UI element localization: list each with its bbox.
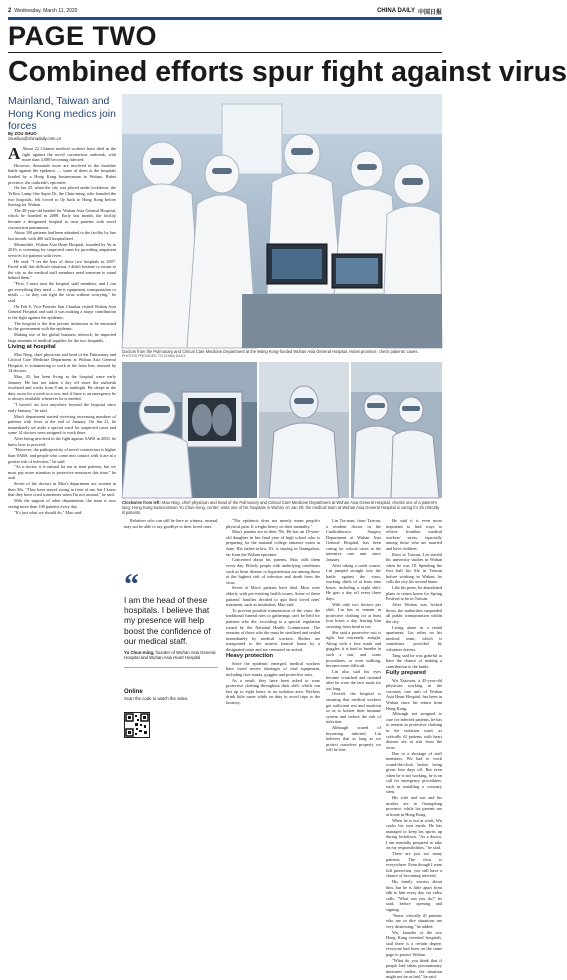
article-paragraph: He said it is even more important to find ways to relieve frontline medical workers' stress, especially among those who are married and have children. (386, 518, 442, 551)
article-column-2b (124, 518, 218, 573)
article-paragraph: "As a doctor, it is natural for me to treat patients, but we must pay more attention to protective measures this time," he said. (8, 464, 116, 481)
secondary-photos-caption (122, 500, 442, 515)
subhead: Heavy protection (226, 653, 274, 660)
pull-quote-name: Yu Chun-ming, (124, 650, 155, 656)
article-paragraph: Concerned about his parents, Mao calls them every day. Elderly people with underlying conditions such as heart disease or hypertension are among those at the highest risk of infection and death from the virus. (226, 557, 320, 585)
masthead-chinese: 中国日报 (417, 9, 442, 16)
subhead: Living at hospital (8, 344, 56, 351)
article-paragraph: However, thousands more are involved in the frontline battle against the epidemic — some of them at the hospitals funded by a Hong Kong businessman in Wuhan, Hubei province, the outbreak's epicenter. (8, 162, 116, 185)
article-paragraph: "It's just what we should do," Mao said. (14, 509, 83, 515)
article-column-1 (8, 146, 116, 740)
pull-quote-divider (124, 667, 218, 668)
businessman-illustration (259, 362, 349, 498)
article-paragraph: After Wuhan was locked down, the authorities suspended all public transportation within the city. (386, 602, 442, 624)
article-paragraph: Since the epidemic emerged, medical workers have faced severe shortages of vital equipment, including face masks, goggles and protective suits. (226, 660, 320, 677)
pull-quote-attribution (124, 650, 218, 661)
page-number: 2 (8, 8, 12, 14)
online-box (124, 689, 194, 701)
main-photo-credit: PHOTOS PROVIDED TO CHINA DAILY (122, 354, 186, 358)
article-paragraph: "First, I must trust the hospital staff members, and I can get everything they need — be it equipment, transportation or meals — so they can fight the virus without worrying," he said. (8, 281, 116, 303)
photo-businessman (259, 362, 349, 498)
online-label: Online (124, 689, 143, 695)
article-paragraph: Lin also said his eyes became scratched and irritated after he wore the face mask for too long. (326, 668, 381, 691)
article-paragraph: Born in Taiwan, Lin started his university studies in Wuhan when he was 18. Spending the first half his life in Taiwan before working in Wuhan, he calls the city his second home. (386, 551, 442, 585)
article-paragraph: Like his peers, he abandoned plans to return home for Spring Festival to be in Taiwan. (386, 585, 442, 602)
medical-team-illustration (351, 362, 442, 498)
article-column-3a (226, 518, 320, 740)
main-photo-caption-text: Doctors from the Pulmonary and Critical Care Medicine Department at the Wang Kong-funded Wuhan Asia General Hospital, Hubei province, check patients' cases. (122, 349, 419, 354)
article-paragraph: Mao's department started receiving increasing numbers of patients with fever at the end of January. On Jan 21, he immediately set aside a special ward for suspected cases and some 14 doctors were assigned to work there. (8, 413, 116, 436)
article-paragraph: After taking a crash course, Lin jumped straight into the battle against the virus, working shifts of at least nine hours, including a night shift. He gets a day off every three days. (326, 562, 381, 601)
doctors-photo-illustration (122, 94, 442, 348)
article-lead: About 22 Chinese medical workers have died in the fight against the novel coronavirus outbreak, with more than 3,000 becoming infected. (22, 146, 116, 163)
article-paragraph: Making use of his global business network, he imported large amounts of medical supplies for the two hospitals. (8, 332, 116, 343)
article-paragraph: Mao Ning, chief physician and head of the Pulmonary and Critical Care Medicine Department at Wuhan Asia General Hospital, is volunteering to work at the front line, assisted by 14 doctors. (8, 351, 116, 374)
photo-doctor-xray (122, 362, 257, 498)
headline: Combined efforts spur fight against virus (8, 56, 567, 88)
article-paragraph (8, 146, 116, 163)
article-paragraph: After being involved in the fight against SARS in 2003, he knew how to proceed. (8, 436, 116, 447)
page-header-left (8, 8, 77, 14)
article-paragraph: She said a protective suit is tight, but extremely airtight. Along with a face mask and goggles, it is hard to breathe in such a suit, and some procedures, or even walking, become more difficult. (326, 629, 381, 669)
section-rule (8, 17, 442, 20)
article-paragraph: "I haven't set foot anywhere beyond the hospital since early January," he said. (8, 402, 116, 413)
article-paragraph: Overall, the hospital is ensuring that medical workers get sufficient rest and nutrition so as to bolster their immune system and reduce the risk of infection. (326, 691, 381, 725)
article-paragraph: "What do you think that if people had taken precautionary measures earlier, the situation might not be as bad," he said. (386, 957, 442, 980)
article-paragraph: With only two doctors per shift, Lin has to remain in protective clothing for at least four hours a day, leaving him sweating from head to toe. (326, 601, 381, 629)
article-paragraph: Mao, 45, has been living at the hospital since early January. He has not taken a day off since the outbreak escalated and works from 8 am to midnight. He sleeps in the duty room for a week in a row, and if there is an emergency he is always available whenever he is needed. (8, 374, 116, 402)
article-paragraph: On Jan 25, when the city was placed under lockdown, the Yellow Lamp One Super Dr, the Chun-ming, who founded the two hospitals, felt forced to fly back to Hong Kong before leaving for Wuhan. (8, 185, 116, 208)
article-paragraph: "Some critically ill patients who are in dire situations are very distressing," he added. (386, 912, 442, 929)
article-paragraph: With the support of other departments, the team is now seeing more than 100 patients every day. (8, 498, 116, 509)
qr-code[interactable] (124, 712, 150, 738)
article-paragraph: On Feb 8, Vice-Premier Sun Chunlan visited Wuhan Asia General Hospital and said it was making a major contribution to the fight against the epidemic. (8, 303, 116, 320)
article-paragraph: About 100 patients had been admitted to the facility by late last month, with 400 still hospitalized. (8, 230, 116, 241)
article-paragraph: His family worries about him, but he is little apart from talk to him every day via video calls. "What can you do?" he said, before opening and signing. (386, 879, 442, 912)
masthead-title: CHINA DAILY (377, 8, 415, 14)
article-paragraph: Relatives who can still be here to witness, instead, may not be able to say goodbye to their loved ones. (124, 518, 218, 529)
article-paragraph: His wife and son and his mother are in Guangdong province, while his parents are at home in Hong Kong. (386, 795, 442, 817)
article-paragraph: There are just too many patients. The virus is everywhere. Even though I wear full protection, you still have a chance of becoming infected. (386, 851, 442, 879)
pull-quote-title: founder of Wuhan Asia General Hospital and Wuhan Asia Heart Hospital (124, 650, 216, 661)
subhead: Fully prepared (386, 670, 426, 677)
article-paragraph: Wu, founder of the two Hong Kong invested hospitals, said there is a certain degree, everyone had been on the same page to protect Wuhan. (386, 929, 442, 957)
article-column-6 (386, 518, 442, 980)
article-paragraph: He said: "I set the bars of these two hospitals in 2007. Faced with this difficult situation, I didn't hesitate to return to the city as the medical staff members need someone to stand behind them." (8, 258, 116, 281)
article-paragraph: The hospital is the first private institution to be entrusted by the government with the epidemic. (8, 320, 116, 332)
article-paragraph: Although scared of becoming infected, Lin believes that as long as we protect ourselves properly we will be fine. (326, 725, 381, 753)
article-paragraph: Seven of the doctors in Mao's department are women in their 30s. "They have stayed strong in front of me, but I know that they have cried sometimes when I'm not around," he said. (8, 481, 116, 498)
article-paragraph: Tang said he was grateful to have the chance of making a contribution to the battle. (386, 652, 442, 669)
deck: Mainland, Taiwan and Hong Kong medics join forces (8, 95, 116, 132)
article-paragraph: To prevent possible transmission of the virus, the traditional funeral rites or gatherings can't be held for patients who die, according to a special regulation issued by the National Health Commission. The remains of those who die must be sterilized and sealed immediately by medical workers. Bodies are transported to the nearest funeral home by a designated route and are cremated on arrival. (226, 607, 320, 652)
article-paragraph: Meanwhile, Wuhan Asia Heart Hospital, founded by Yu in 2016, is screening for suspected cases by providing outpatient services for patients with fever. (8, 241, 116, 258)
doctor-xray-illustration (122, 362, 257, 498)
article-paragraph: Although not assigned to care for infected patients, he has to remain in protective clothing in the isolation ward, as critically ill patients with heart disease are at risk from the virus. (386, 711, 442, 750)
main-photo (122, 94, 442, 348)
secondary-caption-lead: Clockwise from left: (122, 500, 161, 505)
article-paragraph: The 40-year-old headed for Wuhan Asia General Hospital, which he founded in 2008. Early last month, the facility became a designated hospital to treat patients with novel coronavirus pneumonia. (8, 207, 116, 230)
photo-medical-team (351, 362, 442, 498)
article-paragraph: "However, the pathogenicity of novel coronavirus is higher than SARS, and people who come into contact with it are at a greater risk of infection," he said. (8, 447, 116, 464)
article-paragraph: "The epidemic does not merely mean people's physical pain. It weighs heavy on their mentality." (226, 518, 320, 529)
byline-name: By ZOU SHUO (8, 131, 37, 136)
article-paragraph: Wu Xiaowen, a 45-year-old physician working in the coronary care unit of Wuhan Asia Heart Hospital, has been in Wuhan since his return from Hong Kong. (386, 677, 442, 711)
article-paragraph: Mao's parents are in their 70s. He has an 18-year-old daughter in her final year of high school who is preparing for the national college entrance exam in June. His father-in-law, 81, is staying in Guangzhou, far from the Wuhan epicenter. (226, 529, 320, 557)
article-paragraph: When he is not at work, Wu cooks his own meals. He has managed to keep his spirits up during lockdown. "As a doctor, I am mentally prepared to take on my responsibilities," he said. (386, 817, 442, 851)
byline (8, 131, 61, 141)
page-header (8, 6, 442, 16)
article-paragraph: Due to a shortage of staff members, Wu had to work round-the-clock before being given four days off. But even when he is not working, he is on call for emergency procedures, such as installing a coronary stent. (386, 750, 442, 795)
pull-quote-text: I am the head of these hospitals. I believe that my presence will help boost the confidence of our medical staff. (124, 595, 211, 646)
article-paragraph: Lin Tsz-man, from Taiwan, a resident doctor in the Cardiothoracic Surgery Department at Wuhan Asia General Hospital, has been caring for critical cases in the intensive care unit since January. (326, 518, 381, 562)
secondary-caption-text: Mao Ning, chief physician and head of the Pulmonary and Critical Care Medicine Department at Wuhan Asia General Hospital, checks one of a patient's lung; Hong Kong businessman Yu Chun-ming, center, visits one of his hospitals in Wuhan on Jan 25; the medical team at Wuhan Asia General Hospital is caring for 25 critically ill patients. (122, 500, 440, 515)
online-description: Scan the code to watch the video. (124, 696, 189, 701)
article-column-5 (326, 518, 381, 753)
section-title: PAGE TWO (8, 21, 157, 51)
drop-cap: A (8, 144, 21, 163)
article-paragraph: Living alone in a rental apartment, Lin relies on his medical team, which is sometimes provided by volunteer drivers. (386, 624, 442, 652)
article-paragraph: As a result, they have been asked to wear protective clothing throughout their shift, which can last up to eight hours in an isolation area. Workers drink little water while on duty to avoid trips to the lavatory. (226, 677, 320, 705)
main-photo-caption (122, 349, 442, 359)
quote-mark-icon: “ (124, 568, 139, 601)
byline-email: zoushuo@chinadaily.com.cn (8, 136, 62, 142)
page-date: Wednesday, March 11, 2020 (14, 8, 78, 14)
section-divider (8, 52, 442, 53)
masthead (377, 7, 442, 16)
article-paragraph: Seven of Mao's patients have died. Most were elderly with pre-existing health issues. Some of these patients' families decided to quit their loved ones' treatment, such as intubation, Mao said. (226, 585, 320, 608)
qr-code-icon (125, 713, 149, 737)
pull-quote (124, 568, 218, 672)
